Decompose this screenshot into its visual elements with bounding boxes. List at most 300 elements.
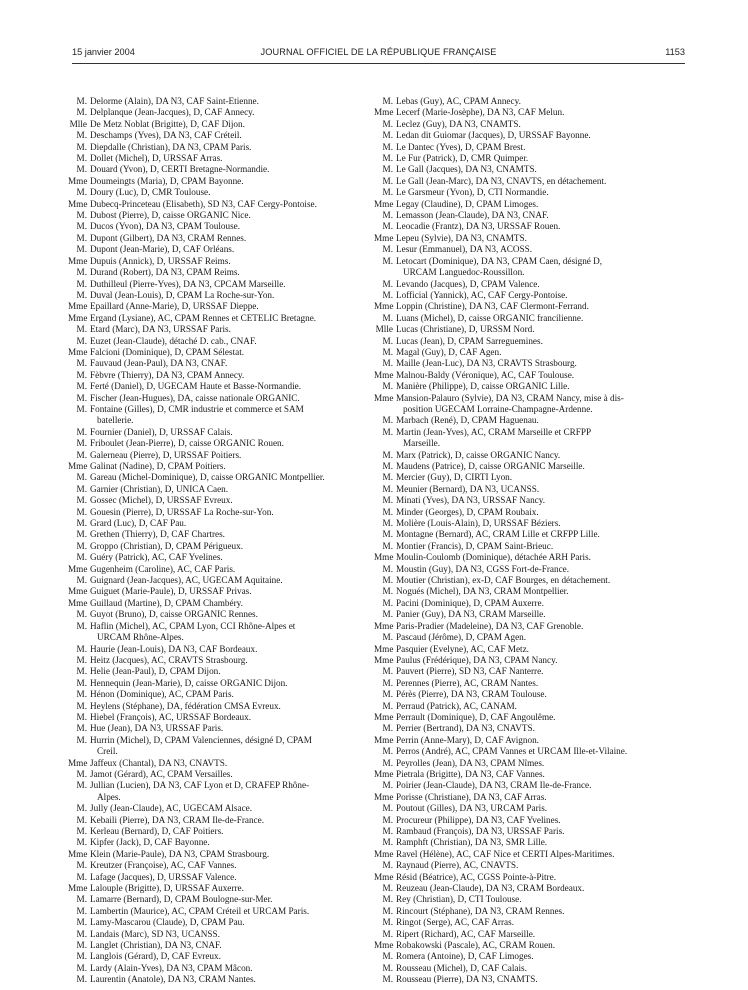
entry-text: Pietrala (Brigitte), DA N3, CAF Vannes. [396,768,545,779]
entry-text: Le Garsmeur (Yvon), D, CTI Normandie. [396,187,549,198]
list-item [374,450,672,461]
list-item [374,347,672,358]
civility-title: M. [382,358,393,369]
civility-title: M. [382,689,393,700]
list-item [68,940,366,951]
list-item [68,438,366,449]
civility-title: M. [76,654,87,665]
civility-title: Mme [68,883,88,894]
entry-text: Garnier (Christian), D, UNICA Caen. [90,483,229,494]
list-item [68,815,366,826]
list-item [68,723,366,734]
list-item [374,518,672,529]
entry-text: Rambaud (François), DA N3, URSSAF Paris. [396,826,565,836]
civility-title: Mme [374,107,394,118]
entry-text: Etard (Marc), DA N3, URSSAF Paris. [90,324,231,335]
entry-text: Nogués (Michel), DA N3, CRAM Montpellier. [396,586,569,597]
entry-text: Lesur (Emmanuel), DA N3, ACOSS. [396,244,533,255]
list-item [374,575,672,586]
list-item [374,415,672,426]
entry-text: Ravel (Hélène), AC, CAF Nice et CERTI Alpes-Maritimes. [396,848,615,859]
list-item [374,552,672,563]
entry-text: Robakowski (Pascale), AC, CRAM Rouen. [396,940,555,951]
list-item [68,256,366,267]
list-item [374,427,672,450]
civility-title: Mme [374,552,394,563]
list-item [374,849,672,860]
civility-title: M. [382,962,393,973]
list-item [374,484,672,495]
list-item [374,678,672,689]
civility-title: M. [76,529,87,540]
civility-title: Mme [68,198,88,209]
list-item [68,689,366,700]
civility-title: M. [382,118,393,129]
list-item [374,906,672,917]
civility-title: M. [382,518,393,529]
list-item [68,780,366,803]
list-item [374,210,672,221]
list-item [68,119,366,130]
entry-text: Lalouple (Brigitte), D, URSSAF Auxerre. [90,883,244,894]
civility-title: Mme [374,392,394,403]
civility-title: Mme [374,232,394,243]
list-item [374,826,672,837]
list-item [374,655,672,666]
entry-text: Lamy-Mascarou (Claude), D, CPAM Pau. [90,917,245,928]
civility-title: M. [382,700,393,711]
civility-title: Mme [68,848,88,859]
civility-title: M. [76,677,87,688]
list-item [68,484,366,495]
civility-title: M. [382,506,393,517]
civility-title: M. [76,335,87,346]
civility-title: M. [76,734,87,745]
entry-text: Jaffeux (Chantal), DA N3, CNAVTS. [90,757,228,768]
entry-text: Résid (Béatrice), AC, CGSS Pointe-à-Pitre. [396,871,556,882]
civility-title: M. [76,141,87,152]
civility-title: M. [382,210,393,221]
civility-title: M. [76,711,87,722]
list-item [68,107,366,118]
civility-title: Mme [68,312,88,323]
entry-text: Fontaine (Gilles), D, CMR industrie et commerce et SAM [90,403,304,414]
civility-title: Mme [374,643,394,654]
civility-title: Mme [374,711,394,722]
list-item [68,837,366,848]
civility-title: Mme [374,301,394,312]
civility-title: M. [382,289,393,300]
civility-title: M. [382,837,393,848]
entry-text: Gouesin (Pierre), D, URSSAF La Roche-sur-Yon. [90,506,274,517]
list-item [68,96,366,107]
civility-title: M. [382,905,393,916]
entry-text: Grethen (Thierry), D, CAF Chartres. [90,529,225,540]
entry-text: Panier (Guy), DA N3, CRAM Marseille. [396,609,546,620]
civility-title: M. [382,244,393,255]
civility-title: M. [382,335,393,346]
civility-title: M. [382,540,393,551]
list-item [68,381,366,392]
civility-title: M. [382,974,393,985]
list-item [374,609,672,620]
list-item [374,758,672,769]
list-item [374,233,672,244]
entry-text: Haflin (Michel), AC, CPAM Lyon, CCI Rhône-Alpes et [90,620,296,631]
entry-text: Doury (Luc), D, CMR Toulouse. [90,187,211,198]
entry-text: Levando (Jacques), D, CPAM Valence. [396,278,540,289]
list-item [68,701,366,712]
list-item [374,119,672,130]
entry-text: Pascaud (Jérôme), D, CPAM Agen. [396,632,527,643]
entry-text: Ringot (Serge), AC, CAF Arras. [396,917,514,928]
list-item [374,769,672,780]
list-item [68,336,366,347]
entry-continuation: URCAM Rhône-Alpes. [97,632,184,643]
civility-title: M. [76,506,87,517]
entry-text: Guignard (Jean-Jacques), AC, UGECAM Aquitaine. [90,575,283,586]
civility-title: M. [76,723,87,734]
entry-text: Loppin (Christine), DA N3, CAF Clermont-Ferrand. [396,301,589,312]
civility-title: M. [382,586,393,597]
list-item [68,176,366,187]
civility-title: M. [76,449,87,460]
list-item [374,187,672,198]
entry-continuation: Marseille. [403,438,440,449]
list-item [68,872,366,883]
entry-text: Langlet (Christian), DA N3, CNAF. [90,940,222,951]
list-item [68,164,366,175]
civility-title: M. [382,597,393,608]
list-item [374,621,672,632]
entry-text: Kerleau (Bernard), D, CAF Poitiers. [90,826,224,836]
list-item [374,96,672,107]
entry-text: Dupuis (Annick), D, URSSAF Reims. [90,255,231,266]
civility-title: M. [382,96,393,106]
list-item [374,644,672,655]
entry-text: Luans (Michel), D, caisse ORGANIC francilienne. [396,312,584,323]
list-item [374,176,672,187]
entry-text: Magal (Guy), D, CAF Agen. [396,346,502,357]
entry-text: Reuzeau (Jean-Claude), DA N3, CRAM Bordeaux. [396,883,585,894]
civility-title: Mme [68,563,88,574]
list-item [68,461,366,472]
entry-text: Leclez (Guy), DA N3, CNAMTS. [396,118,521,129]
list-item [68,678,366,689]
entry-text: Hiebel (François), AC, URSSAF Bordeaux. [90,711,252,722]
civility-title: M. [382,312,393,323]
list-item [68,518,366,529]
list-item [68,279,366,290]
entry-text: Lemasson (Jean-Claude), DA N3, CNAF. [396,210,549,221]
civility-title: M. [76,666,87,677]
civility-title: Mme [68,301,88,312]
civility-title: Mme [374,940,394,951]
entry-text: Klein (Marie-Paule), DA N3, CPAM Strasbourg. [90,848,270,859]
entry-text: Paulus (Frédérique), DA N3, CPAM Nancy. [396,654,558,665]
civility-title: M. [382,883,393,894]
civility-title: M. [76,187,87,198]
entry-continuation: batellerie. [97,415,134,426]
civility-title: M. [76,768,87,779]
list-item [68,712,366,723]
entry-text: Minder (Georges), D, CPAM Roubaix. [396,506,539,517]
civility-title: M. [382,449,393,460]
civility-title: M. [382,746,393,757]
civility-title: M. [76,700,87,711]
civility-title: M. [76,940,87,951]
entry-text: Le Gall (Jacques), DA N3, CNAMTS. [396,164,537,175]
entry-text: Ergand (Lysiane), AC, CPAM Rennes et CETELIC Bretagne. [90,312,317,323]
list-item [374,872,672,883]
list-item [374,974,672,985]
civility-title: M. [76,221,87,232]
entry-text: Romera (Antoine), D, CAF Limoges. [396,951,534,962]
civility-title: M. [76,540,87,551]
entry-text: Letocart (Dominique), DA N3, CPAM Caen, désigné D, [396,255,603,266]
list-item [68,290,366,301]
civility-title: M. [76,278,87,289]
entry-text: Lardy (Alain-Yves), DA N3, CPAM Mâcon. [90,962,253,973]
list-item [68,974,366,985]
list-item [374,221,672,232]
civility-title: M. [382,928,393,939]
civility-title: M. [382,826,393,836]
entry-text: Jully (Jean-Claude), AC, UGECAM Alsace. [90,803,253,814]
civility-title: M. [382,153,393,164]
entry-text: Galerneau (Pierre), D, URSSAF Poitiers. [90,449,242,460]
civility-title: M. [382,677,393,688]
list-item [68,860,366,871]
entry-text: Durand (Robert), DA N3, CPAM Reims. [90,267,240,278]
list-item [374,313,672,324]
entry-text: Laurentin (Anatole), DA N3, CRAM Nantes. [90,974,256,985]
civility-title: M. [382,415,393,426]
list-item [68,758,366,769]
entry-text: Raynaud (Pierre), AC, CNAVTS. [396,860,519,871]
civility-title: M. [382,141,393,152]
list-item [68,210,366,221]
entry-text: Dupont (Jean-Marie), D, CAF Orléans. [90,244,235,255]
list-item [68,621,366,644]
civility-title: Mme [374,369,394,380]
list-item [68,826,366,837]
list-item [374,324,672,335]
entry-text: Lebas (Guy), AC, CPAM Annecy. [396,96,521,106]
list-item [68,586,366,597]
entry-text: Pasquier (Evelyne), AC, CAF Metz. [396,643,529,654]
civility-title: M. [76,905,87,916]
list-item [68,963,366,974]
civility-title: M. [382,894,393,905]
entry-text: Fischer (Jean-Hugues), DA, caisse nationale ORGANIC. [90,392,300,403]
list-item [374,917,672,928]
list-item [68,427,366,438]
entry-text: Langlois (Gérard), D, CAF Evreux. [90,951,221,962]
entry-text: Rey (Christian), D, CTI Toulouse. [396,894,522,905]
list-item [68,609,366,620]
list-item [68,404,366,427]
list-item [374,666,672,677]
civility-title: M. [76,358,87,369]
civility-title: M. [76,232,87,243]
entry-text: Le Dantec (Yves), D, CPAM Brest. [396,141,526,152]
entry-text: Douard (Yvon), D, CERTI Bretagne-Normandie. [90,164,270,175]
civility-title: M. [76,289,87,300]
list-item [374,792,672,803]
entry-text: Jamot (Gérard), AC, CPAM Versailles. [90,768,233,779]
list-item [68,906,366,917]
entry-text: Guéry (Patrick), AC, CAF Yvelines. [90,552,223,563]
civility-title: M. [382,723,393,734]
civility-title: M. [382,426,393,437]
list-item [374,598,672,609]
page-number: 1153 [665,47,685,57]
entry-text: Guillaud (Martine), D, CPAM Chambéry. [90,597,243,608]
entry-text: Rousseau (Michel), D, CAF Calais. [396,962,527,973]
entry-text: Manière (Philippe), D, caisse ORGANIC Lille. [396,381,570,392]
civility-title: M. [382,951,393,962]
entry-text: Pérès (Pierre), DA N3, CRAM Toulouse. [396,689,547,700]
civility-title: M. [76,369,87,380]
civility-title: M. [76,826,87,836]
entry-text: Lafage (Jacques), D, URSSAF Valence. [90,871,237,882]
civility-title: M. [382,461,393,471]
civility-title: M. [76,962,87,973]
list-item [374,951,672,962]
civility-title: Mme [68,461,88,471]
civility-title: M. [76,267,87,278]
civility-title: M. [76,244,87,255]
civility-title: M. [76,917,87,928]
entry-text: Dubecq-Princeteau (Elisabeth), SD N3, CAF Cergy-Pontoise. [90,198,317,209]
list-item [68,735,366,758]
entry-text: Marx (Patrick), D, caisse ORGANIC Nancy. [396,449,561,460]
list-item [68,541,366,552]
civility-title: M. [382,529,393,540]
entry-text: Kebaili (Pierre), DA N3, CRAM Ile-de-France. [90,814,265,825]
civility-title: M. [76,96,87,106]
list-item [68,894,366,905]
entry-text: Paris-Pradier (Madeleine), DA N3, CAF Grenoble. [396,620,584,631]
civility-title: M. [76,803,87,814]
entry-text: De Metz Noblat (Brigitte), D, CAF Dijon. [90,118,245,129]
header-rule [72,63,685,64]
entry-text: Duthilleul (Pierre-Yves), DA N3, CPCAM Marseille. [90,278,286,289]
entry-text: Rousseau (Pierre), DA N3, CNAMTS. [396,974,538,985]
list-item [374,701,672,712]
list-item [374,586,672,597]
list-item [374,290,672,301]
list-item [68,803,366,814]
entry-text: Leocadie (Frantz), DA N3, URSSAF Rouen. [396,221,561,232]
entry-text: Grard (Luc), D, CAF Pau. [90,518,187,529]
list-item [374,529,672,540]
entry-text: Perraud (Patrick), AC, CANAM. [396,700,517,711]
list-item [374,279,672,290]
civility-title: M. [76,472,87,483]
civility-title: M. [382,917,393,928]
civility-title: M. [382,860,393,871]
list-item [374,689,672,700]
list-item [374,107,672,118]
entry-text: Moulin-Coulomb (Dominique), détachée ARH Paris. [396,552,591,563]
entry-text: Legay (Claudine), D, CPAM Limoges. [396,198,539,209]
civility-title: M. [76,164,87,175]
civility-title: M. [76,483,87,494]
civility-title: Mme [68,255,88,266]
civility-title: M. [382,563,393,574]
list-item [68,917,366,928]
list-item [68,324,366,335]
list-item [374,780,672,791]
list-item [374,507,672,518]
entry-text: Hénon (Dominique), AC, CPAM Paris. [90,689,234,700]
entry-text: Perrin (Anne-Mary), D, CAF Avignon. [396,734,539,745]
civility-title: M. [382,780,393,791]
civility-title: M. [382,221,393,232]
list-item [68,951,366,962]
entry-text: Landais (Marc), SD N3, UCANSS. [90,928,220,939]
entry-text: Perros (André), AC, CPAM Vannes et URCAM Ille-et-Vilaine. [396,746,628,757]
civility-title: M. [76,609,87,620]
list-item [68,358,366,369]
list-item [374,472,672,483]
entry-text: Duval (Jean-Louis), D, CPAM La Roche-sur-Yon. [90,289,275,300]
entry-text: Martin (Jean-Yves), AC, CRAM Marseille et CRFPP [396,426,592,437]
entry-text: Delplanque (Jean-Jacques), D, CAF Annecy. [90,107,255,118]
entry-text: Maudens (Patrice), D, caisse ORGANIC Marseille. [396,461,585,471]
civility-title: Mme [68,346,88,357]
civility-title: Mme [68,586,88,597]
list-item [374,256,672,279]
list-item [68,769,366,780]
entry-text: Maille (Jean-Luc), DA N3, CRAVTS Strasbourg. [396,358,577,369]
entry-text: Montagne (Bernard), AC, CRAM Lille et CRFPP Lille. [396,529,600,540]
entry-text: Ducos (Yvon), DA N3, CPAM Toulouse. [90,221,241,232]
entry-text: Perrault (Dominique), D, CAF Angoulême. [396,711,556,722]
civility-title: M. [382,381,393,392]
civility-title: M. [76,871,87,882]
civility-title: Mme [374,620,394,631]
page-header [72,47,685,61]
entry-text: Guiguet (Marie-Paule), D, URSSAF Privas. [90,586,252,597]
entry-text: Poutout (Gilles), DA N3, URCAM Paris. [396,803,548,814]
entry-text: Lepeu (Sylvie), DA N3, CNAMTS. [396,232,527,243]
list-item [374,153,672,164]
list-item [68,244,366,255]
civility-title: M. [76,403,87,414]
list-item [374,837,672,848]
entry-text: Ledan dit Guiomar (Jacques), D, URSSAF Bayonne. [396,130,591,141]
civility-title: Mme [374,768,394,779]
list-item [68,142,366,153]
journal-title: JOURNAL OFFICIEL DE LA RÉPUBLIQUE FRANÇAISE [260,47,497,57]
list-item [68,267,366,278]
list-item [68,666,366,677]
entry-text: Lofficial (Yannick), AC, CAF Cergy-Pontoise. [396,289,568,300]
list-item [68,644,366,655]
entry-text: Guyot (Bruno), D, caisse ORGANIC Rennes. [90,609,258,620]
entry-text: Kreutzer (Françoise), AC, CAF Vannes. [90,860,237,871]
entry-text: Hue (Jean), DA N3, URSSAF Paris. [90,723,224,734]
civility-title: M. [76,130,87,141]
civility-title: Mme [68,757,88,768]
civility-title: M. [76,552,87,563]
list-item [374,712,672,723]
list-item [68,507,366,518]
list-item [68,552,366,563]
